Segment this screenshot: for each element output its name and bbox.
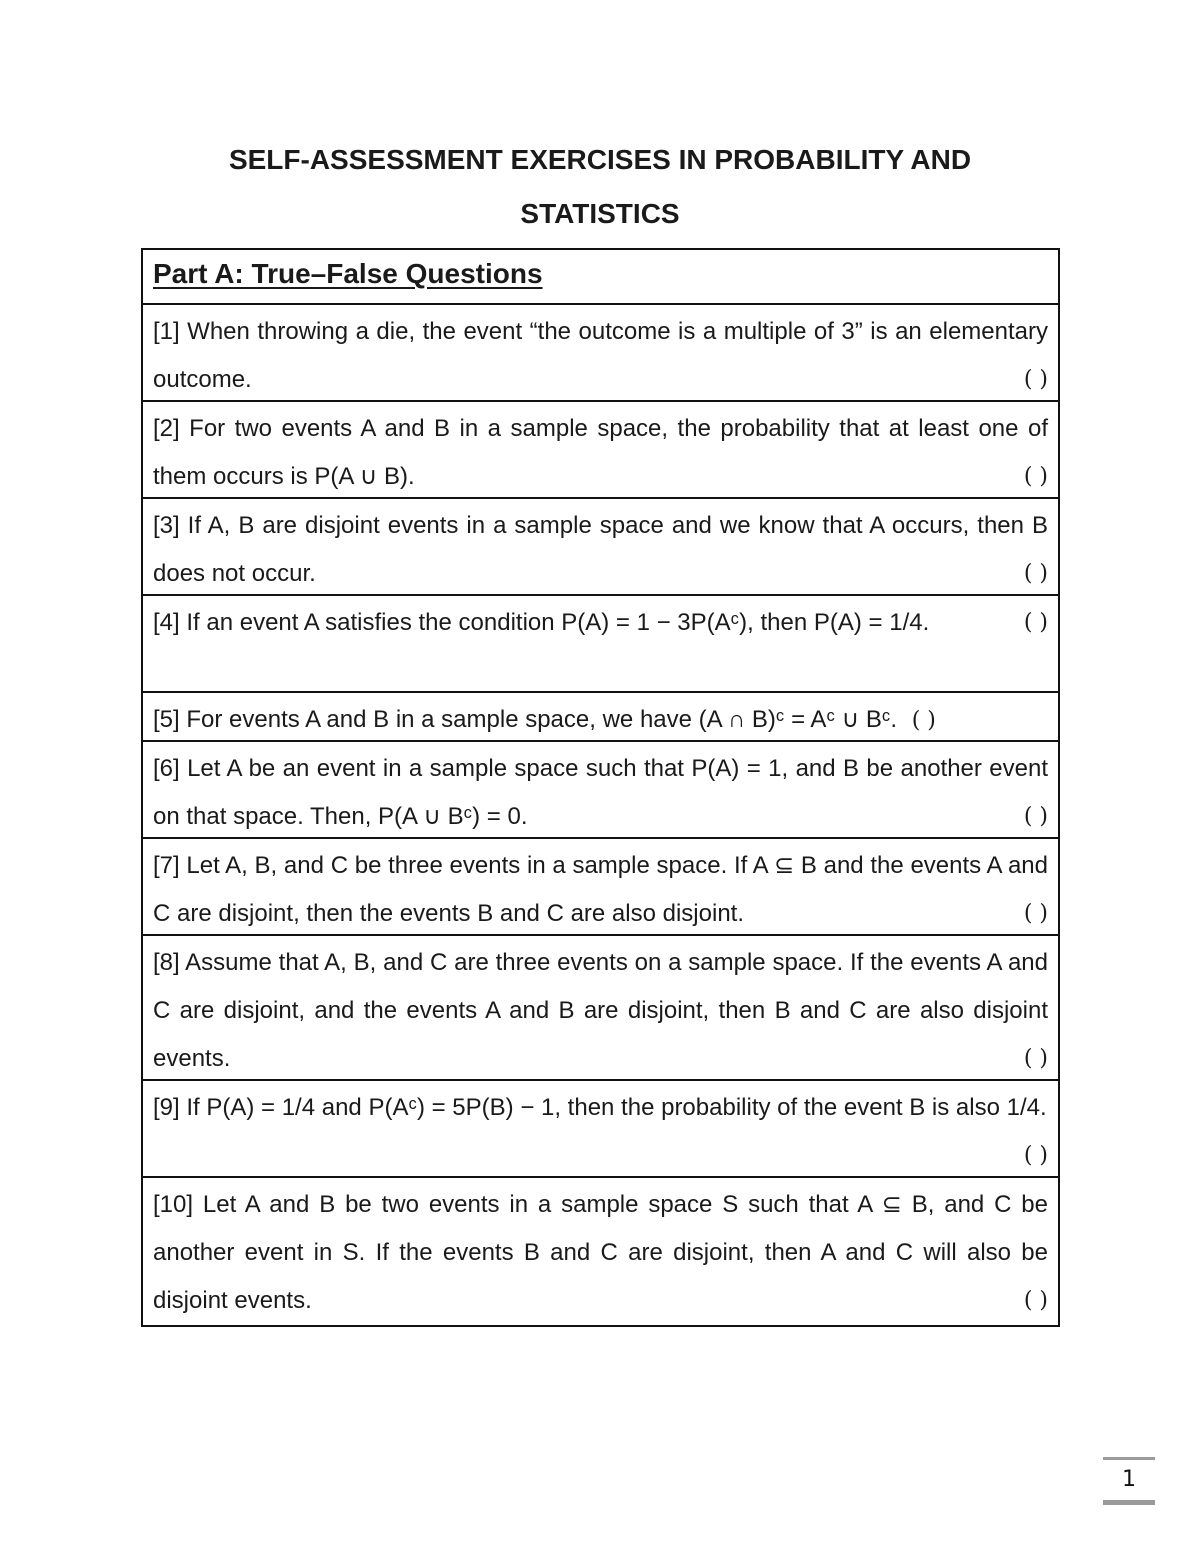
answer-mark[interactable]: ( ) (1023, 901, 1048, 926)
page-number-box (1103, 1457, 1155, 1505)
question-6 (143, 742, 1058, 839)
question-2 (143, 402, 1058, 499)
question-3 (143, 499, 1058, 596)
answer-mark[interactable]: ( ) (1023, 561, 1048, 586)
page-title (140, 133, 1060, 241)
question-10 (143, 1178, 1058, 1323)
question-text: [1] When throwing a die, the event “the outcome is a multiple of 3” is an elementary outcome. (153, 318, 1048, 393)
question-text: [5] For events A and B in a sample space, we have (A ∩ B)ᶜ = Aᶜ ∪ Bᶜ. (153, 706, 898, 733)
question-text: [3] If A, B are disjoint events in a sample space and we know that A occurs, then B does not occur. (153, 512, 1048, 587)
page-number-rule-top (1103, 1457, 1155, 1460)
questions-table (141, 248, 1060, 1327)
answer-mark[interactable]: ( ) (911, 708, 936, 733)
section-heading: Part A: True–False Questions (143, 250, 1058, 305)
question-9 (143, 1081, 1058, 1178)
answer-mark[interactable]: ( ) (1023, 1046, 1048, 1071)
answer-mark[interactable]: ( ) (1023, 610, 1048, 635)
question-text: [6] Let A be an event in a sample space such that P(A) = 1, and B be another event on that space. Then, P(A ∪ Bᶜ) = 0. (153, 755, 1048, 830)
title-line-1: SELF-ASSESSMENT EXERCISES IN PROBABILITY AND (228, 144, 972, 175)
answer-mark[interactable]: ( ) (1023, 804, 1048, 829)
question-5 (143, 693, 1058, 742)
question-text: [7] Let A, B, and C be three events in a sample space. If A ⊆ B and the events A and C are disjoint, then the events B and C are also disjoint. (153, 852, 1048, 927)
page-number-rule-bottom (1103, 1500, 1155, 1505)
question-7 (143, 839, 1058, 936)
answer-mark[interactable]: ( ) (1023, 464, 1048, 489)
answer-mark[interactable]: ( ) (1023, 1143, 1048, 1168)
question-4 (143, 596, 1058, 693)
question-8 (143, 936, 1058, 1081)
answer-mark[interactable]: ( ) (1023, 367, 1048, 392)
title-line-2: STATISTICS (520, 198, 680, 229)
page-number: 1 (1122, 1467, 1136, 1492)
question-text: [9] If P(A) = 1/4 and P(Aᶜ) = 5P(B) − 1, then the probability of the event B is also 1/4. (153, 1094, 1047, 1121)
answer-mark[interactable]: ( ) (1023, 1288, 1048, 1313)
question-text: [8] Assume that A, B, and C are three events on a sample space. If the events A and C are disjoint, and the events A and B are disjoint, then B and C are also disjoint events. (153, 949, 1048, 1072)
question-text: [10] Let A and B be two events in a sample space S such that A ⊆ B, and C be another event in S. If the events B and C are disjoint, then A and C will also be disjoint events. (153, 1191, 1048, 1314)
question-1 (143, 305, 1058, 402)
question-text: [2] For two events A and B in a sample space, the probability that at least one of them occurs is P(A ∪ B). (153, 415, 1048, 490)
question-text: [4] If an event A satisfies the condition P(A) = 1 − 3P(Aᶜ), then P(A) = 1/4. (153, 609, 930, 636)
